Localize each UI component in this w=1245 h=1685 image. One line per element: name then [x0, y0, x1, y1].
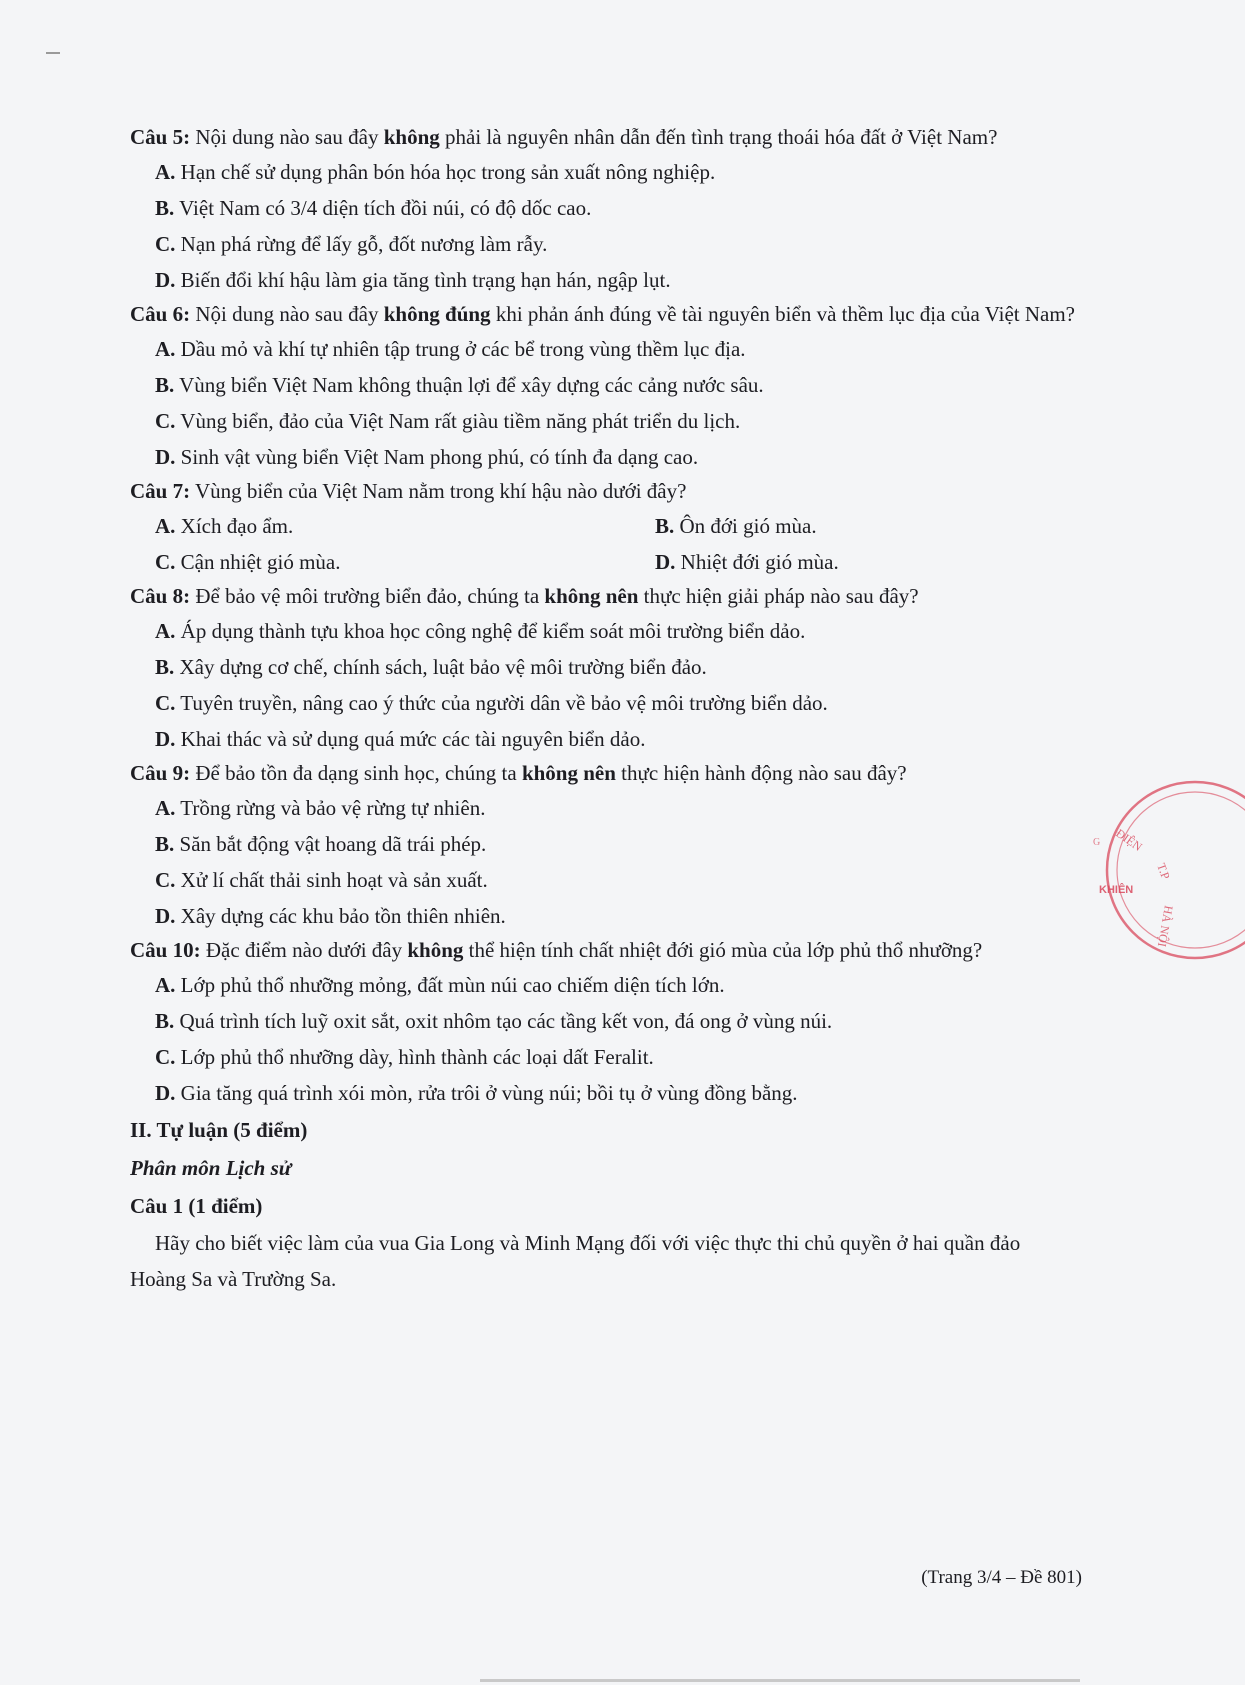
svg-text:KHIÊN: KHIÊN [1099, 884, 1134, 896]
option-text: Tuyên truyền, nâng cao ý thức của người dân về bảo vệ môi trường biển dảo. [175, 691, 828, 715]
option-letter: B. [155, 196, 175, 220]
option-text: Lớp phủ thổ nhưỡng mỏng, đất mùn núi cao chiếm diện tích lớn. [175, 973, 725, 997]
option-text: Cận nhiệt gió mùa. [175, 550, 341, 574]
exam-content [130, 121, 1080, 1297]
option-b [130, 190, 1080, 226]
option-a [130, 613, 1080, 649]
option-letter: B. [155, 1009, 175, 1033]
option-c [130, 226, 1080, 262]
page-footer: (Trang 3/4 – Đề 801) [921, 1567, 1082, 1588]
option-a [130, 154, 1080, 190]
option-letter: A. [155, 973, 176, 997]
option-text: Quá trình tích luỹ oxit sắt, oxit nhôm tạo các tầng kết von, đá ong ở vùng núi. [174, 1009, 833, 1033]
question-stem [130, 934, 1080, 967]
option-letter: A. [155, 619, 176, 643]
option-text: Xích đạo ẩm. [175, 514, 294, 538]
question-9 [130, 757, 1080, 934]
option-a [130, 790, 1080, 826]
option-c [130, 1039, 1080, 1075]
option-letter: A. [155, 337, 176, 361]
option-text: Khai thác và sử dụng quá mức các tài nguyên biển dảo. [175, 727, 646, 751]
stem-text: Để bảo tồn đa dạng sinh học, chúng ta [190, 761, 522, 785]
option-letter: B. [155, 373, 175, 397]
option-b [130, 367, 1080, 403]
essay-question-text: Hãy cho biết việc làm của vua Gia Long và Minh Mạng đối với việc thực thi chủ quyền ở hai quần đảo Hoàng Sa và Trường Sa. [130, 1231, 1021, 1291]
svg-text:G: G [1093, 837, 1101, 848]
option-b [130, 826, 1080, 862]
stem-emphasis: không nên [544, 584, 639, 608]
option-letter: D. [655, 550, 676, 574]
option-letter: D. [155, 268, 176, 292]
scan-mark [46, 52, 60, 54]
option-letter: C. [155, 550, 176, 574]
option-letter: C. [155, 232, 176, 256]
option-letter: C. [155, 691, 176, 715]
svg-text:ĐIỆN: ĐIỆN [1113, 825, 1145, 854]
stem-emphasis: không đúng [383, 302, 491, 326]
option-text: Xây dựng cơ chế, chính sách, luật bảo vệ môi trường biển đảo. [174, 655, 707, 679]
option-b [130, 1003, 1080, 1039]
option-text: Việt Nam có 3/4 diện tích đồi núi, có độ dốc cao. [174, 196, 592, 220]
option-text: Sinh vật vùng biển Việt Nam phong phú, có tính đa dạng cao. [175, 445, 699, 469]
question-stem [130, 757, 1080, 790]
options-row [130, 508, 1080, 544]
stem-text: Để bảo vệ môi trường biển đảo, chúng ta [190, 584, 545, 608]
option-a [130, 331, 1080, 367]
option-text: Vùng biển, đảo của Việt Nam rất giàu tiềm năng phát triển du lịch. [175, 409, 741, 433]
option-text: Ôn đới gió mùa. [674, 514, 817, 538]
question-stem [130, 475, 1080, 508]
question-label: Câu 10: [130, 938, 201, 962]
option-d [130, 721, 1080, 757]
option-text: Nạn phá rừng để lấy gỗ, đốt nương làm rẫy. [175, 232, 548, 256]
stem-text: thực hiện giải pháp nào sau đây? [638, 584, 919, 608]
svg-text:T.P: T.P [1154, 861, 1173, 882]
stem-emphasis: không [407, 938, 464, 962]
stem-emphasis: không [383, 125, 440, 149]
option-letter: A. [155, 796, 176, 820]
option-text: Gia tăng quá trình xói mòn, rửa trôi ở vùng núi; bồi tụ ở vùng đồng bằng. [175, 1081, 798, 1105]
option-letter: D. [155, 1081, 176, 1105]
option-a [130, 508, 655, 544]
option-d [130, 1075, 1080, 1111]
option-text: Xử lí chất thải sinh hoạt và sản xuất. [175, 868, 488, 892]
option-letter: A. [155, 160, 176, 184]
question-7 [130, 475, 1080, 580]
question-label: Câu 8: [130, 584, 191, 608]
question-stem [130, 121, 1080, 154]
stem-text: thể hiện tính chất nhiệt đới gió mùa của lớp phủ thổ nhưỡng? [463, 938, 983, 962]
option-d [655, 544, 1075, 580]
option-text: Săn bắt động vật hoang dã trái phép. [174, 832, 487, 856]
option-letter: B. [155, 832, 175, 856]
option-text: Nhiệt đới gió mùa. [675, 550, 839, 574]
option-letter: C. [155, 868, 176, 892]
option-text: Trồng rừng và bảo vệ rừng tự nhiên. [175, 796, 486, 820]
option-letter: A. [155, 514, 176, 538]
option-text: Xây dựng các khu bảo tồn thiên nhiên. [175, 904, 506, 928]
option-text: Dầu mỏ và khí tự nhiên tập trung ở các bể trong vùng thềm lục địa. [175, 337, 746, 361]
option-b [655, 508, 1075, 544]
section-heading: II. Tự luận (5 điểm) [130, 1118, 308, 1142]
stem-text: phải là nguyên nhân dẫn đến tình trạng thoái hóa đất ở Việt Nam? [439, 125, 998, 149]
stem-text: Nội dung nào sau đây [190, 302, 384, 326]
question-stem [130, 580, 1080, 613]
options-row [130, 544, 1080, 580]
option-letter: D. [155, 445, 176, 469]
stem-text: Đặc điểm nào dưới đây [200, 938, 408, 962]
option-text: Vùng biển Việt Nam không thuận lợi để xây dựng các cảng nước sâu. [174, 373, 764, 397]
option-d [130, 262, 1080, 298]
option-letter: B. [655, 514, 675, 538]
option-c [130, 544, 655, 580]
svg-text:HÀ NỘI: HÀ NỘI [1154, 904, 1176, 948]
option-text: Hạn chế sử dụng phân bón hóa học trong sản xuất nông nghiệp. [175, 160, 716, 184]
scan-edge-line [480, 1679, 1080, 1682]
option-c [130, 403, 1080, 439]
option-letter: C. [155, 409, 176, 433]
option-letter: D. [155, 904, 176, 928]
option-text: Biến đổi khí hậu làm gia tăng tình trạng hạn hán, ngập lụt. [175, 268, 671, 292]
stem-text: Vùng biển của Việt Nam nằm trong khí hậu nào dưới đây? [190, 479, 687, 503]
question-label: Câu 5: [130, 125, 191, 149]
option-letter: C. [155, 1045, 176, 1069]
question-5 [130, 121, 1080, 298]
option-letter: D. [155, 727, 176, 751]
option-b [130, 649, 1080, 685]
stem-emphasis: không nên [521, 761, 616, 785]
question-8 [130, 580, 1080, 757]
subsection-heading: Phân môn Lịch sử [130, 1156, 292, 1180]
option-text: Áp dụng thành tựu khoa học công nghệ để kiểm soát môi trường biển dảo. [175, 619, 806, 643]
question-10 [130, 934, 1080, 1111]
option-c [130, 862, 1080, 898]
question-6 [130, 298, 1080, 475]
option-a [130, 967, 1080, 1003]
essay-question-label: Câu 1 (1 điểm) [130, 1194, 263, 1218]
option-d [130, 439, 1080, 475]
option-c [130, 685, 1080, 721]
question-label: Câu 9: [130, 761, 191, 785]
red-seal-stamp [1095, 775, 1245, 965]
question-label: Câu 7: [130, 479, 191, 503]
stem-text: thực hiện hành động nào sau đây? [615, 761, 907, 785]
option-d [130, 898, 1080, 934]
stem-text: Nội dung nào sau đây [190, 125, 384, 149]
option-letter: B. [155, 655, 175, 679]
question-stem [130, 298, 1080, 331]
stem-text: khi phản ánh đúng về tài nguyên biển và thềm lục địa của Việt Nam? [490, 302, 1075, 326]
question-label: Câu 6: [130, 302, 191, 326]
option-text: Lớp phủ thổ nhưỡng dày, hình thành các loại dất Feralit. [175, 1045, 654, 1069]
